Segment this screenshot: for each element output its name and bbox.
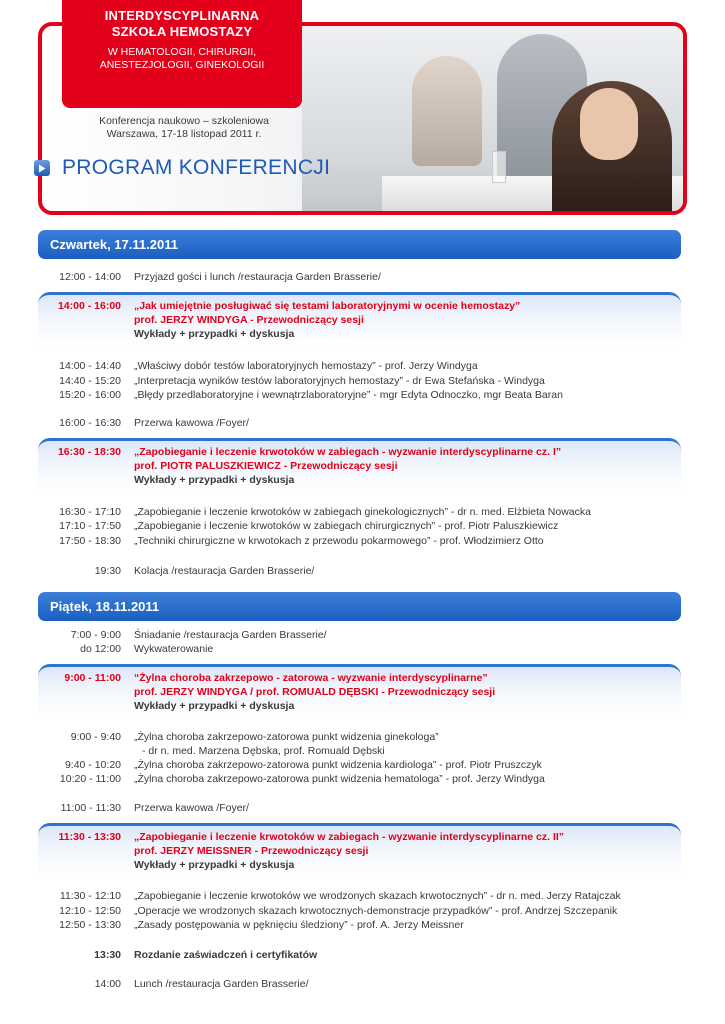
session-format: Wykłady + przypadki + dyskusja [134,859,295,871]
session-block: 9:00 - 11:00 “Żylna choroba zakrzepowo - zatorowa - wyzwanie interdyscyplinarne” prof. JERZY WINDYGA / prof. ROMUALD DĘBSKI - Przewodniczący sesji Wykłady + przypadki + dyskusja [38,664,681,718]
session-chair: prof. JERZY WINDYGA - Przewodniczący sesji [134,314,364,326]
session-chair: prof. JERZY MEISSNER - Przewodniczący sesji [134,845,369,857]
session-block: 11:30 - 13:30 „Zapobieganie i leczenie krwotoków w zabiegach - wyzwanie interdyscyplinarne cz. II” prof. JERZY MEISSNER - Przewodniczący sesji Wykłady + przypadki + dyskusja [38,823,681,877]
session-title: „Zapobieganie i leczenie krwotoków w zabiegach - wyzwanie interdyscyplinarne cz. I” [134,446,562,458]
conference-info: Konferencja naukowo – szkoleniowa Warszawa, 17-18 listopad 2011 r. [99,115,269,140]
program-heading [34,154,330,182]
day1-header: Czwartek, 17.11.2011 [38,230,681,259]
play-icon [34,160,50,176]
school-subtitle: W HEMATOLOGII, CHIRURGII, ANESTEZJOLOGII, GINEKOLOGII [99,46,265,71]
session-block: 14:00 - 16:00 „Jak umiejętnie posługiwać się testami laboratoryjnymi w ocenie hemostazy” prof. JERZY WINDYGA - Przewodniczący sesji Wykłady + przypadki + dyskusja [38,292,681,346]
session-format: Wykłady + przypadki + dyskusja [134,328,295,340]
session-title: „Jak umiejętnie posługiwać się testami laboratoryjnymi w ocenie hemostazy” [134,300,521,312]
day2-header: Piątek, 18.11.2011 [38,592,681,621]
school-title-box [62,0,302,108]
session-title: „Zapobieganie i leczenie krwotoków w zabiegach - wyzwanie interdyscyplinarne cz. II” [134,831,565,843]
session-chair: prof. PIOTR PALUSZKIEWICZ - Przewodniczący sesji [134,460,398,472]
session-chair: prof. JERZY WINDYGA / prof. ROMUALD DĘBSKI - Przewodniczący sesji [134,686,496,698]
session-format: Wykłady + przypadki + dyskusja [134,474,295,486]
session-block: 16:30 - 18:30 „Zapobieganie i leczenie krwotoków w zabiegach - wyzwanie interdyscyplinarne cz. I” prof. PIOTR PALUSZKIEWICZ - Przewodniczący sesji Wykłady + przypadki + dyskusja [38,438,681,492]
session-format: Wykłady + przypadki + dyskusja [134,700,295,712]
conference-photo [302,26,687,212]
program-title: PROGRAM KONFERENCJI [62,156,331,179]
session-title: “Żylna choroba zakrzepowo - zatorowa - wyzwanie interdyscyplinarne” [134,672,488,684]
school-title: INTERDYSCYPLINARNA SZKOŁA HEMOSTAZY [104,8,260,39]
